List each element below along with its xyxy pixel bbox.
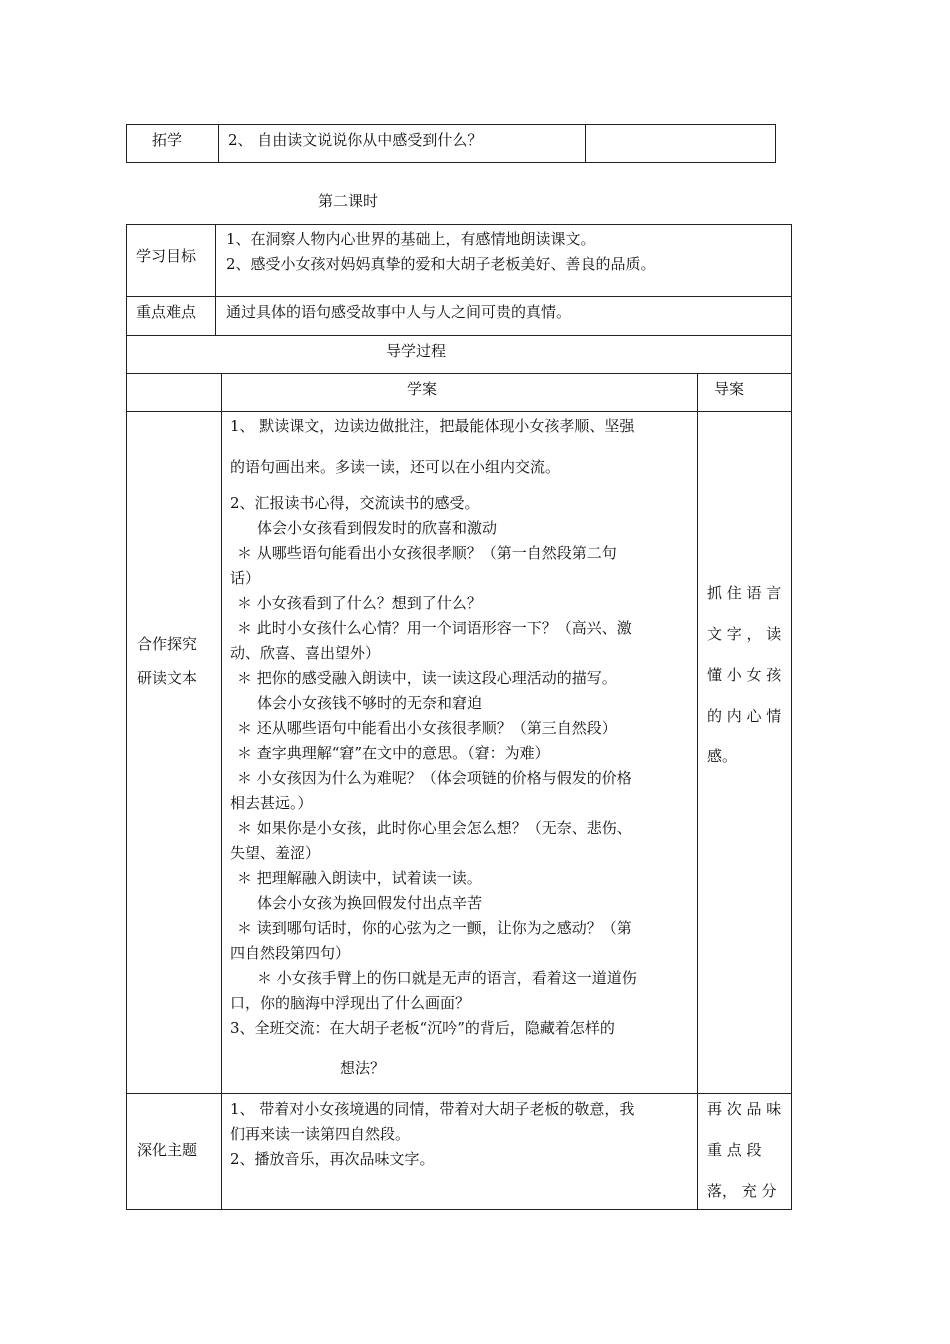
coop-line-19: 体会小女孩为换回假发付出点辛苦 — [257, 894, 483, 912]
coop-line-7: ＊ 小女孩看到了什么？想到了什么？ — [237, 594, 482, 612]
coop-line-24: 3、全班交流：在大胡子老板“沉吟”的背后，隐藏着怎样的 — [230, 1019, 615, 1037]
coop-line-25: 想法？ — [340, 1059, 386, 1077]
coop-line-15: 相去甚远。） — [230, 794, 313, 812]
coop-line-23: 口，你的脑海中浮现出了什么画面？ — [230, 994, 471, 1012]
coop-line-17: 失望、羞涩） — [230, 844, 321, 862]
coop-line-14: ＊ 小女孩因为什么为难呢？（体会项链的价格与假发的价格 — [237, 769, 632, 787]
coop-line-21: 四自然段第四句） — [230, 944, 351, 962]
deepen-guide-line-2: 重 点 段 — [707, 1141, 762, 1159]
cooperation-label-line-2: 研读文本 — [137, 669, 198, 687]
deepen-guide-line-3: 落， 充 分 — [707, 1182, 777, 1200]
coop-guide-line-5: 感。 — [707, 747, 738, 765]
coop-guide-line-1: 抓 住 语 言 — [707, 584, 782, 602]
deepen-label: 深化主题 — [137, 1141, 198, 1159]
coop-line-12: ＊ 还从哪些语句中能看出小女孩很孝顺？（第三自然段） — [237, 719, 617, 737]
coop-line-8: ＊ 此时小女孩什么心情？用一个词语形容一下？（高兴、激 — [237, 619, 632, 637]
top-table-content: 2、 自由读文说说你从中感受到什么？ — [228, 131, 483, 149]
process-header: 导学过程 — [386, 342, 447, 360]
top-table-label: 拓学 — [152, 131, 183, 149]
deepen-line-2: 们再来读一读第四自然段。 — [230, 1125, 411, 1143]
coop-line-16: ＊ 如果你是小女孩，此时你心里会怎么想？（无奈、悲伤、 — [237, 819, 632, 837]
column-header-daoan: 导案 — [714, 380, 745, 398]
coop-line-13: ＊ 查字典理解“窘”在文中的意思。（窘：为难） — [237, 744, 550, 762]
coop-line-2: 的语句画出来。多读一读，还可以在小组内交流。 — [230, 458, 561, 476]
coop-line-3: 2、汇报读书心得，交流读书的感受。 — [230, 494, 480, 512]
key-points-label: 重点难点 — [136, 303, 197, 321]
coop-line-4: 体会小女孩看到假发时的欣喜和激动 — [257, 519, 498, 537]
section-title: 第二课时 — [318, 192, 379, 210]
objective-line-2: 2、感受小女孩对妈妈真挚的爱和大胡子老板美好、善良的品质。 — [226, 255, 656, 273]
objectives-label: 学习目标 — [136, 247, 197, 265]
deepen-line-1: 1、 带着对小女孩境遇的同情，带着对大胡子老板的敬意，我 — [230, 1100, 635, 1118]
coop-guide-line-3: 懂 小 女 孩 — [707, 666, 782, 684]
coop-line-22: ＊ 小女孩手臂上的伤口就是无声的语言，看着这一道道伤 — [257, 969, 637, 987]
coop-line-18: ＊ 把理解融入朗读中，试着读一读。 — [237, 869, 482, 887]
coop-line-10: ＊ 把你的感受融入朗读中，读一读这段心理活动的描写。 — [237, 669, 617, 687]
coop-line-5: ＊ 从哪些语句能看出小女孩很孝顺？（第一自然段第二句 — [237, 544, 617, 562]
coop-line-20: ＊ 读到哪句话时，你的心弦为之一颤，让你为之感动？（第 — [237, 919, 632, 937]
cooperation-label-line-1: 合作探究 — [137, 635, 198, 653]
coop-guide-line-2: 文 字 ， 读 — [707, 625, 782, 643]
coop-guide-line-4: 的 内 心 情 — [707, 707, 782, 725]
deepen-guide-line-1: 再 次 品 味 — [707, 1100, 782, 1118]
column-header-xuean: 学案 — [407, 380, 438, 398]
key-points-text: 通过具体的语句感受故事中人与人之间可贵的真情。 — [226, 303, 572, 321]
coop-line-11: 体会小女孩钱不够时的无奈和窘迫 — [257, 694, 483, 712]
deepen-line-3: 2、播放音乐，再次品味文字。 — [230, 1150, 435, 1168]
coop-line-1: 1、 默读课文，边读边做批注，把最能体现小女孩孝顺、坚强 — [230, 417, 635, 435]
coop-line-9: 动、欣喜、喜出望外） — [230, 644, 381, 662]
objective-line-1: 1、在洞察人物内心世界的基础上，有感情地朗读课文。 — [226, 230, 596, 248]
coop-line-6: 话） — [230, 569, 261, 587]
